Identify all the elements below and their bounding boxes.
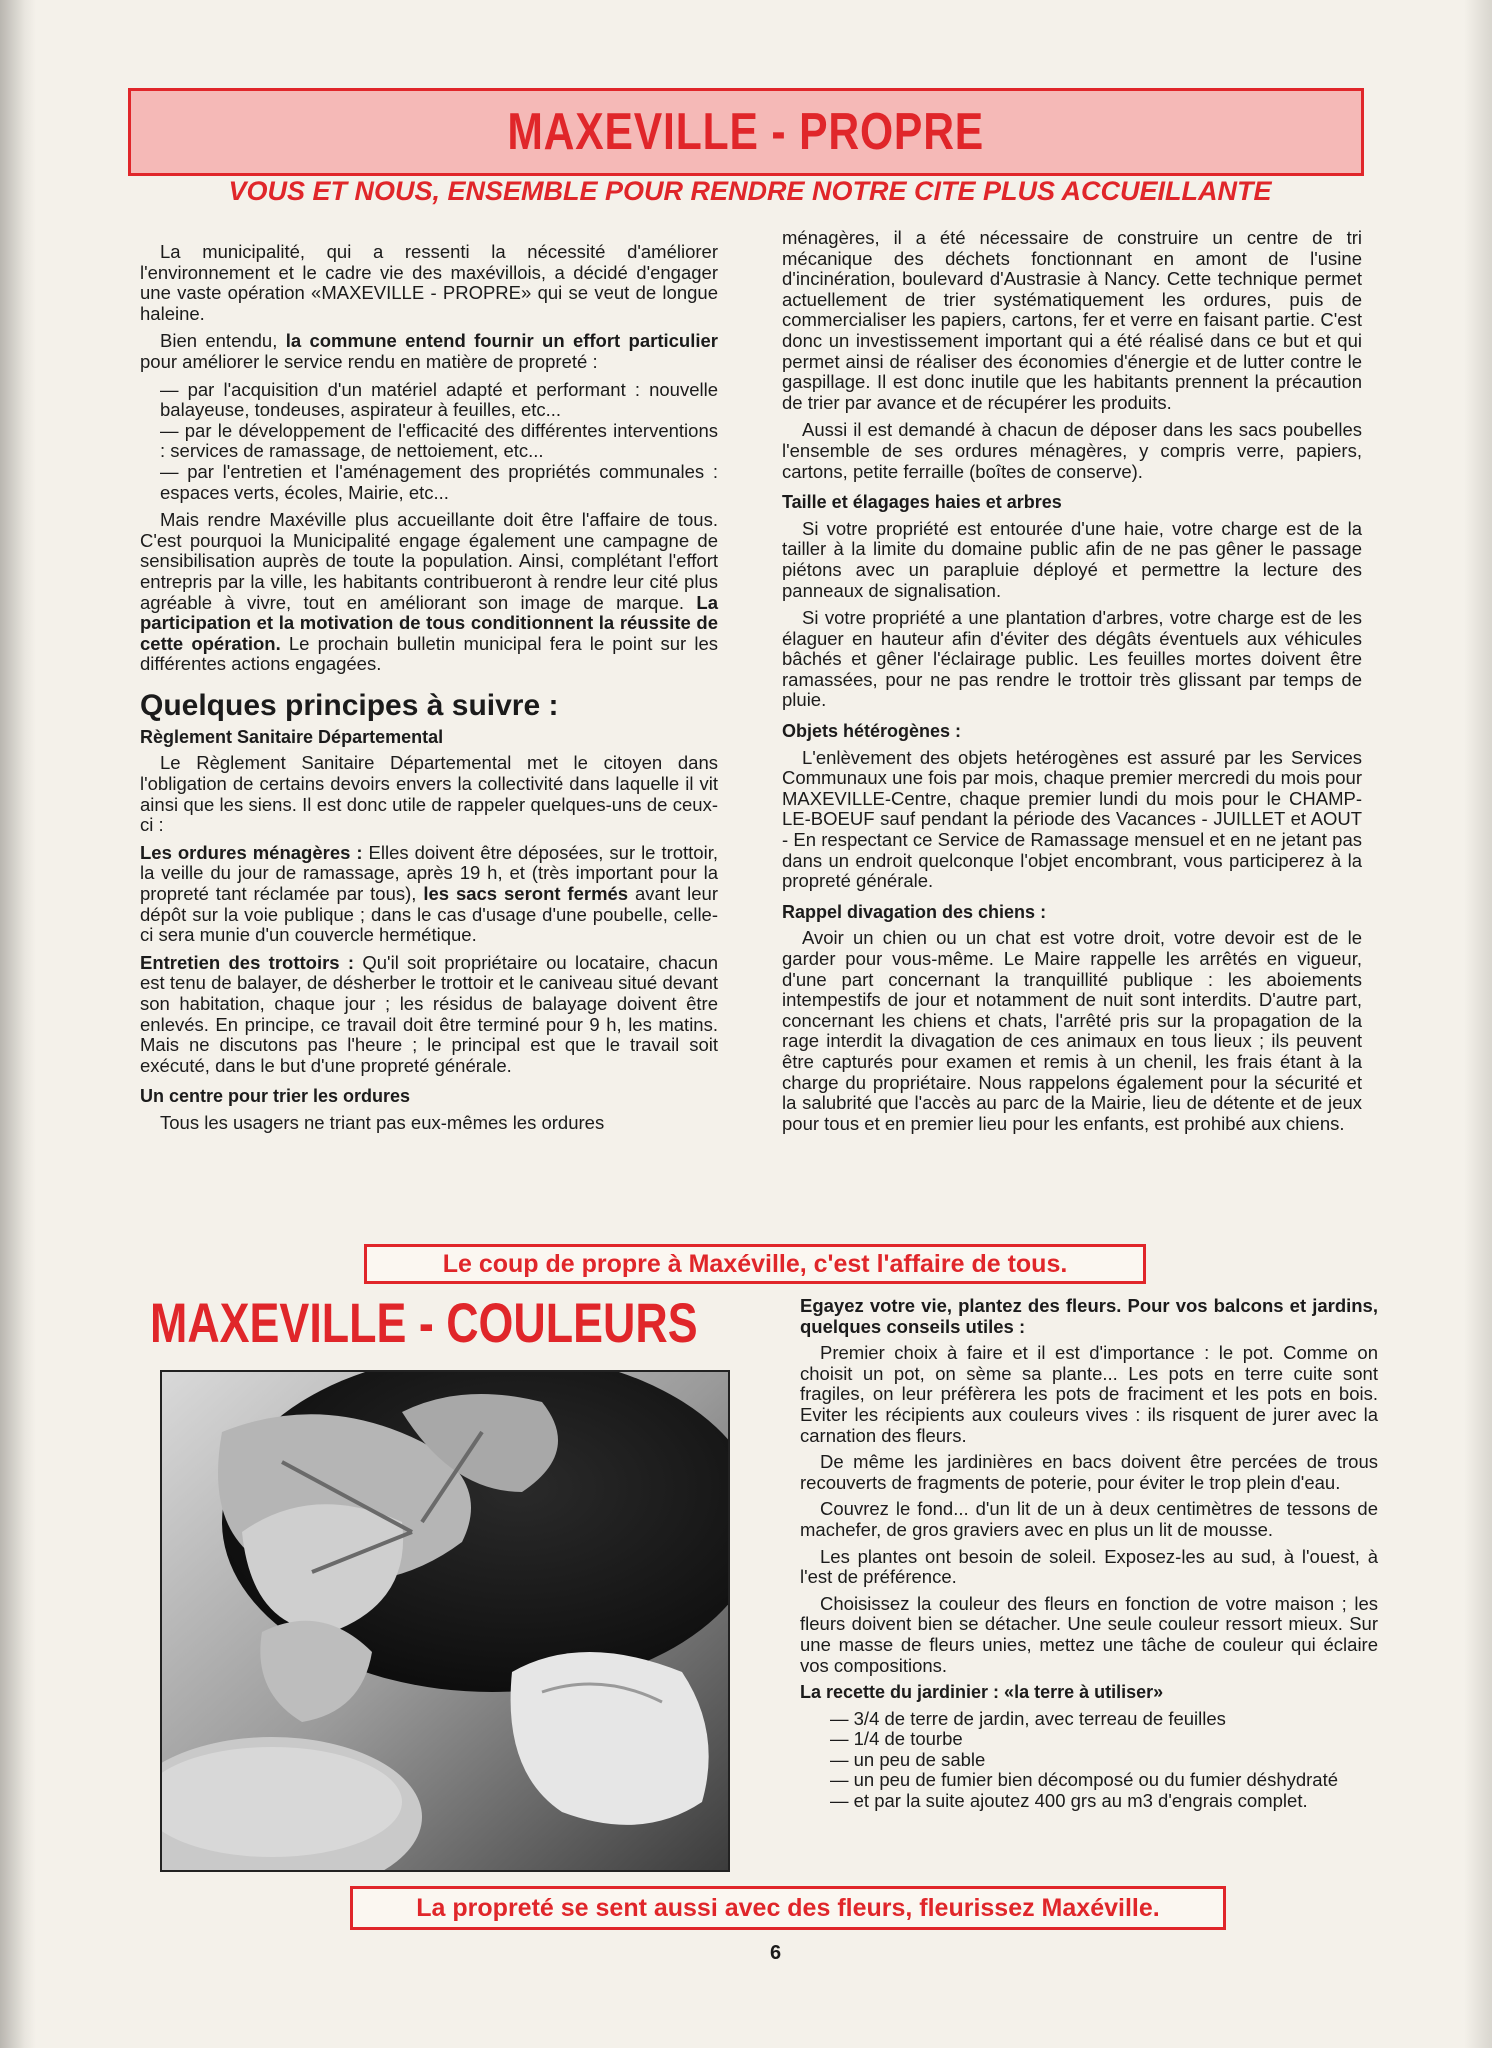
page-number: 6 — [770, 1942, 782, 1964]
recette-item: — et par la suite ajoutez 400 grs au m3 d'engrais complet. — [830, 1790, 1308, 1812]
chiens-heading: Rappel divagation des chiens : — [782, 901, 1047, 922]
couleurs-title: MAXEVILLE - COULEURS — [150, 1291, 698, 1354]
taille-paragraph-1: Si votre propriété est entourée d'une haie, votre charge est de la tailler à la limite du domaine public afin de ne pas gêner le passage piétons avec un parapluie déployé et permettre la lecture des panneaux de signalisation. — [782, 517, 1362, 601]
objets-paragraph: L'enlèvement des objets hetérogènes est assuré par les Services Communaux une fois par mois, chaque premier mercredi du mois pour MAXEVILLE-Centre, chaque premier lundi du mois pour le CHAMP-LE-BOEUF sauf pendant la période des Vacances - JUILLET et AOUT - En respectant ce Service de Ramassage mensuel et en ne jetant pas dans un endroit quelconque l'objet encombrant, vous participerez à la propreté générale. — [782, 746, 1362, 892]
recette-item: — 1/4 de tourbe — [830, 1728, 963, 1750]
propre-column-right — [782, 228, 1362, 1141]
title-banner — [128, 88, 1364, 176]
page-title: MAXEVILLE - PROPRE — [507, 103, 985, 161]
campaign-text-end: Le prochain bulletin municipal fera le point sur les différentes actions engagées. — [140, 632, 718, 675]
recette-item: — un peu de fumier bien décomposé ou du fumier déshydraté — [830, 1769, 1339, 1791]
recette-item: — 3/4 de terre de jardin, avec terreau de feuilles — [830, 1707, 1226, 1729]
campaign-bold: La participation et la motivation de tous conditionnent la réussite de cette opération. — [140, 591, 718, 654]
centre-heading: Un centre pour trier les ordures — [140, 1086, 411, 1107]
ordures-paragraph — [140, 843, 718, 946]
centre-paragraph: Tous les usagers ne triant pas eux-mêmes les ordures — [160, 1111, 605, 1133]
ordures-bold: les sacs seront fermés — [423, 883, 629, 905]
couleurs-intro: Egayez votre vie, plantez des fleurs. Pour vos balcons et jardins, quelques conseils utiles : — [800, 1295, 1378, 1337]
propre-column-left — [140, 242, 718, 1141]
couleurs-paragraph: Choisissez la couleur des fleurs en fonction de votre maison ; les fleurs doivent bien se détacher. Une seule couleur ressort mieux. Sur une masse de fleurs unies, mettez une tâche de couleur qui éclaire vos compositions. — [800, 1592, 1378, 1676]
ordures-text-end: avant leur dépôt sur la voie publique ; dans le cas d'usage d'une poubelle, celle-ci sera munie d'un couvercle hermétique. — [140, 883, 719, 946]
taille-paragraph-2: Si votre propriété a une plantation d'arbres, votre charge est de les élaguer en hauteur afin d'éviter des dégâts éventuels aux véhicules bâchés et gêner l'éclairage public. Les feuilles mortes doivent être ramassées, pour ne pas rendre le trottoir très glissant par temps de pluie. — [782, 607, 1362, 711]
chiens-paragraph: Avoir un chien ou un chat est votre droit, votre devoir est de le garder pour vous-même. Le Maire rappelle les arrêtés en vigueur, d'une part concernant la tranquillité publique : les aboiements intempestifs de jour et notamment de nuit sont interdits. D'autre part, concernant les chiens et chats, l'arrêté pris sur la propagation de la rage interdit la divagation de ces animaux en tous lieux ; ils peuvent être capturés pour examen et remis à un chenil, les frais étant à la charge du propriétaire. Nous rappelons également pour la sécurité et la salubrité que l'accès au parc de la Mairie, lieu de détente et de jeux pour tous et en premier lieu pour les enfants, est prohibé aux chiens. — [782, 927, 1362, 1134]
principles-heading: Quelques principes à suivre : — [140, 688, 559, 722]
trottoirs-text: Qu'il soit propriétaire ou locataire, chacun est tenu de balayer, de désherber le trottoir et le caniveau situé devant son habitation, chaque jour ; les résidus de balayage doivent être enlevés. En principe, ce travail doit être terminé pour 9 h, les matins. Mais ne discutons pas l'heure ; le principal est que le travail soit exécuté, dans le but d'une propreté générale. — [140, 951, 718, 1076]
centre-demand: Aussi il est demandé à chacun de déposer dans les sacs poubelles l'ensemble de ses ordures ménagères, y compris verre, papiers, cartons, petite ferraille (boîtes de conserve). — [782, 419, 1362, 482]
campaign-paragraph — [140, 510, 718, 675]
campaign-text: Mais rendre Maxéville plus accueillante doit être l'affaire de tous. C'est pourquoi la Municipalité engage également une campagne de sensibilisation auprès de toute la population. Ainsi, complétant l'effort entrepris par la ville, les habitants contribueront à rendre leur cité plus agréable à vivre, tout en améliorant son image de marque. — [140, 509, 718, 613]
couleurs-paragraph: Les plantes ont besoin de soleil. Exposez-les au sud, à l'ouest, à l'est de préférence. — [800, 1545, 1378, 1588]
recette-heading: La recette du jardinier : «la terre à utiliser» — [800, 1682, 1164, 1703]
reglement-heading: Règlement Sanitaire Départemental — [140, 726, 444, 747]
effort-bold: la commune entend fournir un effort particulier — [285, 330, 718, 352]
recette-item: — un peu de sable — [830, 1748, 986, 1770]
plant-photo-illustration — [162, 1372, 728, 1870]
couleurs-paragraph: De même les jardinières en bacs doivent être percées de trous recouverts de fragments de poterie, pour éviter le trop plein d'eau. — [800, 1451, 1378, 1493]
effort-item: — par l'acquisition d'un matériel adapté et performant : nouvelle balayeuse, tondeuses, aspirateur à feuilles, etc... — [160, 378, 718, 421]
slogan-couleurs: La propreté se sent aussi avec des fleurs, fleurissez Maxéville. — [350, 1886, 1226, 1930]
page-subtitle: VOUS ET NOUS, ENSEMBLE POUR RENDRE NOTRE CITE PLUS ACCUEILLANTE — [228, 176, 1272, 206]
couleurs-paragraph: Premier choix à faire et il est d'importance : le pot. Comme on choisit un pot, on sème sa plante... Les pots en terre cuite sont fragiles, on leur préfèrera les pots de fraciment et les pots en bois. Eviter les récipients aux couleurs vives : ils risquent de jurer avec la carnation des fleurs. — [800, 1342, 1378, 1446]
taille-heading: Taille et élagages haies et arbres — [782, 492, 1062, 513]
trottoirs-paragraph — [140, 953, 718, 1077]
effort-paragraph — [140, 331, 718, 372]
intro-paragraph: La municipalité, qui a ressenti la nécessité d'améliorer l'environnement et le cadre vie des maxévillois, a décidé d'engager une vaste opération «MAXEVILLE - PROPRE» qui se veut de longue haleine. — [140, 241, 718, 324]
plant-pot-photo — [160, 1370, 730, 1872]
ordures-label: Les ordures ménagères : — [140, 841, 363, 863]
reglement-paragraph: Le Règlement Sanitaire Départemental met le citoyen dans l'obligation de certains devoirs envers la collectivité dans laquelle il vit ainsi que les siens. Il est donc utile de rappeler quelques-uns de ceux-ci : — [140, 752, 718, 836]
effort-text: Bien entendu, — [160, 330, 286, 352]
slogan-propre: Le coup de propre à Maxéville, c'est l'affaire de tous. — [364, 1244, 1146, 1284]
couleurs-paragraph: Couvrez le fond... d'un lit de un à deux centimètres de tessons de machefer, de gros graviers avec en plus un lit de mousse. — [800, 1498, 1378, 1540]
effort-text-end: pour améliorer le service rendu en matière de propreté : — [140, 350, 598, 372]
couleurs-column — [800, 1296, 1378, 1812]
effort-item: — par le développement de l'efficacité des différentes interventions : services de ramassage, de nettoiement, etc... — [160, 419, 718, 462]
objets-heading: Objets hétérogènes : — [782, 721, 962, 742]
ordures-text: Elles doivent être déposées, sur le trottoir, la veille du jour de ramassage, après 19 h, et (très important pour la propreté tant réclamée par tous), — [140, 841, 718, 905]
centre-continued: ménagères, il a été nécessaire de construire un centre de tri mécanique des déchets fonctionnant en amont de l'usine d'incinération, boulevard d'Austrasie à Nancy. Cette technique permet actuellement de trier systématiquement les ordures, puis de commercialiser les papiers, cartons, fer et verre en faisant partie. C'est donc un investissement important qui a été réalisé dans ce but et qui permet ainsi de réaliser des économies d'énergie et de lutter contre le gaspillage. Il est donc inutile que les habitants prennent la précaution de trier par avance et de récupérer les produits. — [782, 227, 1362, 413]
trottoirs-label: Entretien des trottoirs : — [140, 951, 355, 973]
effort-item: — par l'entretien et l'aménagement des propriétés communales : espaces verts, écoles, Mairie, etc... — [160, 460, 718, 503]
